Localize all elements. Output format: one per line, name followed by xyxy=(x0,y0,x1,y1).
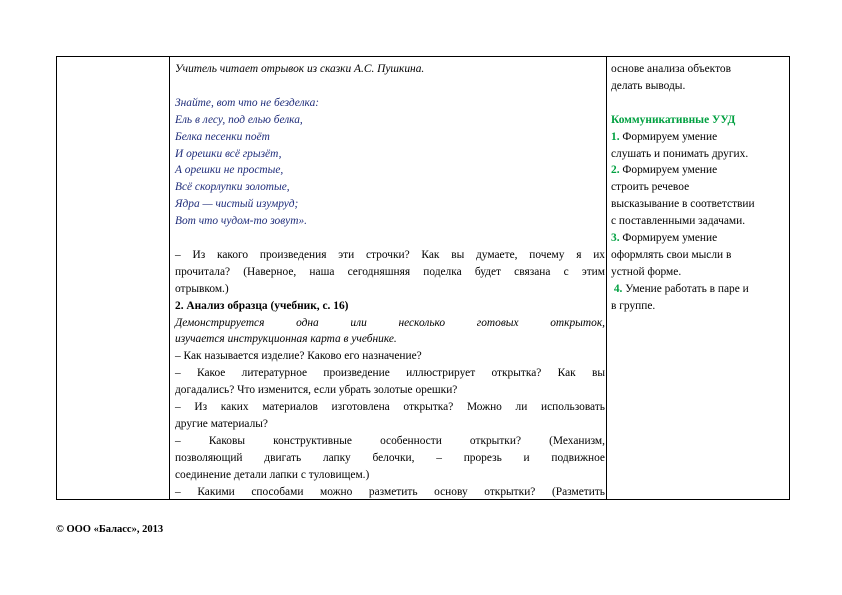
demo-text: изучается инструкционная карта в учебнике. xyxy=(175,333,397,346)
lesson-table xyxy=(56,56,790,500)
section-heading: 2. Анализ образца (учебник, с. 16) xyxy=(175,299,349,312)
poem-line: Знайте, вот что не безделка: xyxy=(175,96,320,109)
question-text: – Из какого произведения эти строчки? Как вы думаете, почему я их xyxy=(175,248,605,261)
uud-item-number: 4. xyxy=(613,282,623,295)
uud-text: основе анализа объектов xyxy=(611,63,731,75)
uud-column xyxy=(611,61,789,315)
intro-text: Учитель читает отрывок из сказки А.С. Пушкина. xyxy=(175,63,425,75)
uud-item-2 xyxy=(611,162,789,230)
question-text: другие материалы? xyxy=(175,418,268,430)
question-text: – Как называется изделие? Каково его назначение? xyxy=(175,350,422,363)
poem-line: Всё скорлупки золотые, xyxy=(175,181,290,194)
poem-line: Ель в лесу, под елью белка, xyxy=(175,113,303,126)
column-divider-left xyxy=(169,57,170,499)
uud-item-text: Умение работать в паре и xyxy=(622,282,749,295)
question-text: соединение детали лапки с туловищем.) xyxy=(175,468,370,481)
poem-line: Ядра — чистый изумруд; xyxy=(175,198,299,211)
uud-item-text: устной форме. xyxy=(611,265,682,278)
uud-item-number: 3. xyxy=(611,232,620,245)
column-divider-right xyxy=(606,57,607,499)
teacher-activity-column xyxy=(175,61,605,501)
poem-line: И орешки всё грызёт, xyxy=(175,147,282,160)
uud-item-text: строить речевое xyxy=(611,181,690,194)
question-text: прочитала? (Наверное, наша сегодняшняя поделка будет связана с этим xyxy=(175,265,605,278)
uud-item-4 xyxy=(611,281,789,315)
question-text: позволяющий двигать лапку белочки, – прорезь и подвижное xyxy=(175,451,605,464)
uud-item-text: оформлять свои мысли в xyxy=(611,248,732,261)
uud-item-text: Формируем умение xyxy=(619,130,718,143)
uud-item-3 xyxy=(611,230,789,281)
uud-item-text: высказывание в соответствии xyxy=(611,198,755,211)
uud-item-text: слушать и понимать других. xyxy=(611,147,749,160)
poem-line: Белка песенки поёт xyxy=(175,130,270,143)
copyright-footer: © ООО «Баласс», 2013 xyxy=(56,524,164,535)
question-text: догадались? Что изменится, если убрать золотые орешки? xyxy=(175,384,458,397)
uud-item-text: в группе. xyxy=(611,299,656,312)
uud-item-number: 1. xyxy=(611,130,620,143)
question-text: – Из каких материалов изготовлена открытка? Можно ли использовать xyxy=(175,401,605,414)
poem-line: А орешки не простые, xyxy=(175,164,284,177)
uud-item-number: 2. xyxy=(611,164,620,177)
question-text: отрывком.) xyxy=(175,282,229,295)
uud-item-1 xyxy=(611,129,789,163)
uud-item-text: с поставленными задачами. xyxy=(611,215,746,228)
uud-text: делать выводы. xyxy=(611,79,686,92)
question-text: – Какими способами можно разметить основу открытки? (Разметить xyxy=(175,485,605,498)
poem-line: Вот что чудом-то зовут». xyxy=(175,215,307,228)
poem xyxy=(175,95,605,230)
uud-item-text: Формируем умение xyxy=(619,164,718,177)
question-text: – Каковы конструктивные особенности открытки? (Механизм, xyxy=(175,434,605,447)
demo-text: Демонстрируется одна или несколько готовых открыток, xyxy=(175,316,605,329)
uud-item-text: Формируем умение xyxy=(619,232,718,245)
uud-heading: Коммуникативные УУД xyxy=(611,113,736,126)
question-text: – Какое литературное произведение иллюстрирует открытка? Как вы xyxy=(175,367,605,380)
